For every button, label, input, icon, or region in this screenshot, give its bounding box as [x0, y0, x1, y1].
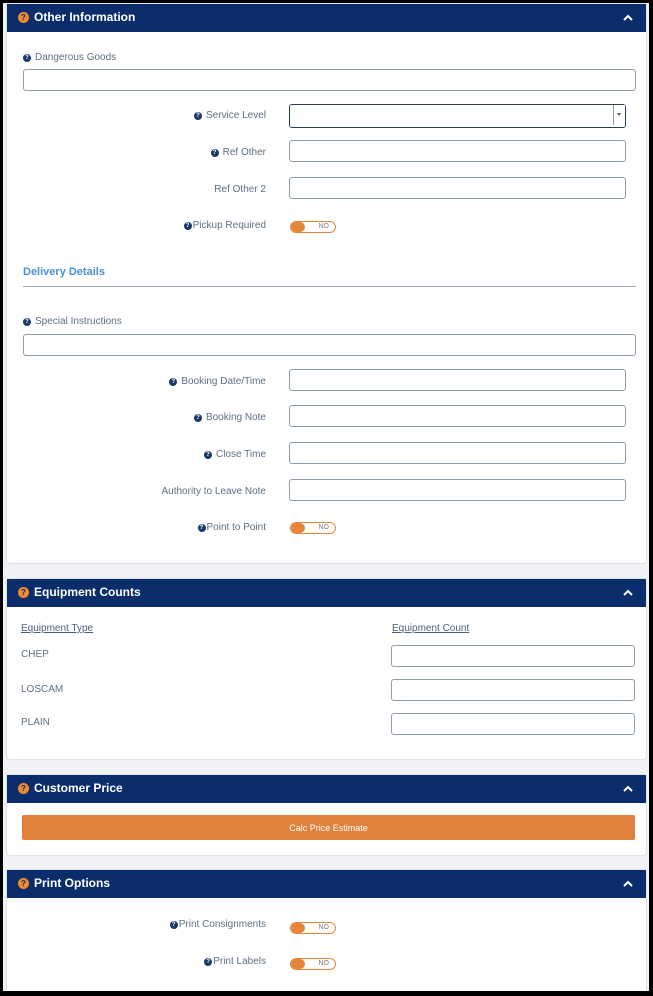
loscam-count-input[interactable]: [391, 679, 635, 701]
section-divider: [23, 286, 636, 287]
special-instructions-input[interactable]: [23, 334, 636, 356]
help-icon[interactable]: ?: [18, 878, 29, 889]
close-time-label: ? Close Time: [204, 449, 266, 460]
plain-count-input[interactable]: [391, 713, 635, 735]
booking-datetime-label: ? Booking Date/Time: [169, 376, 266, 387]
print-labels-label: ? Print Labels: [204, 956, 266, 967]
booking-note-label: ? Booking Note: [194, 412, 266, 423]
chevron-up-icon[interactable]: [622, 879, 634, 889]
help-icon[interactable]: ?: [170, 921, 178, 929]
chevron-up-icon[interactable]: [622, 784, 634, 794]
toggle-knob: [291, 523, 305, 533]
chevron-up-icon[interactable]: [622, 588, 634, 598]
help-icon[interactable]: ?: [194, 414, 202, 422]
equipment-type-loscam: LOSCAM: [21, 684, 64, 695]
close-time-input[interactable]: [289, 442, 626, 464]
toggle-state: NO: [318, 924, 329, 931]
panel-title: Equipment Counts: [34, 585, 141, 599]
chevron-down-icon[interactable]: [613, 105, 625, 125]
calc-price-estimate-button[interactable]: Calc Price Estimate: [22, 815, 635, 840]
point-to-point-label: ? Point to Point: [198, 522, 266, 533]
print-labels-toggle[interactable]: [290, 958, 336, 970]
ref-other-input[interactable]: [289, 140, 626, 162]
toggle-knob: [291, 923, 305, 933]
ref-other-2-input[interactable]: [289, 177, 626, 199]
toggle-state: NO: [318, 223, 329, 230]
toggle-state: NO: [318, 524, 329, 531]
help-icon[interactable]: ?: [211, 149, 219, 157]
panel-header[interactable]: [7, 579, 646, 607]
print-options-panel: [6, 869, 647, 991]
help-icon[interactable]: ?: [204, 958, 212, 966]
equipment-type-chep: CHEP: [21, 649, 49, 660]
panel-header[interactable]: [7, 775, 646, 803]
panel-header[interactable]: [7, 870, 646, 898]
dangerous-goods-input[interactable]: [23, 69, 636, 91]
service-level-label: ? Service Level: [194, 110, 266, 121]
help-icon[interactable]: ?: [18, 783, 29, 794]
print-consignments-label: ? Print Consignments: [170, 919, 266, 930]
authority-to-leave-label: Authority to Leave Note: [161, 486, 266, 497]
chep-count-input[interactable]: [391, 645, 635, 667]
help-icon[interactable]: ?: [18, 587, 29, 598]
help-icon[interactable]: ?: [194, 112, 202, 120]
panel-title: Print Options: [34, 876, 110, 890]
toggle-knob: [291, 959, 305, 969]
chevron-up-icon[interactable]: [622, 13, 634, 23]
booking-datetime-input[interactable]: [289, 369, 626, 391]
help-icon[interactable]: ?: [184, 222, 192, 230]
ref-other-label: ? Ref Other: [211, 147, 266, 158]
panel-header[interactable]: [7, 4, 646, 32]
equipment-counts-panel: [6, 578, 647, 760]
help-icon[interactable]: ?: [18, 12, 29, 23]
equipment-type-plain: PLAIN: [21, 717, 50, 728]
point-to-point-toggle[interactable]: [290, 522, 336, 534]
service-level-select[interactable]: [289, 104, 626, 128]
pickup-required-label: ? Pickup Required: [184, 220, 266, 231]
pickup-required-toggle[interactable]: [290, 221, 336, 233]
authority-to-leave-input[interactable]: [289, 479, 626, 501]
help-icon[interactable]: ?: [23, 54, 31, 62]
delivery-details-heading: Delivery Details: [23, 266, 105, 278]
ref-other-2-label: Ref Other 2: [214, 184, 266, 195]
dangerous-goods-label: ? Dangerous Goods: [23, 52, 116, 63]
equipment-count-header: Equipment Count: [392, 623, 470, 634]
print-consignments-toggle[interactable]: [290, 922, 336, 934]
equipment-type-header: Equipment Type: [21, 623, 94, 634]
help-icon[interactable]: ?: [169, 378, 177, 386]
booking-note-input[interactable]: [289, 405, 626, 427]
help-icon[interactable]: ?: [23, 318, 31, 326]
other-information-panel: [6, 3, 647, 564]
toggle-knob: [291, 222, 305, 232]
special-instructions-label: ? Special Instructions: [23, 316, 122, 327]
toggle-state: NO: [318, 960, 329, 967]
panel-title: Other Information: [34, 10, 136, 24]
form-frame: [3, 3, 649, 991]
customer-price-panel: [6, 774, 647, 856]
help-icon[interactable]: ?: [204, 451, 212, 459]
panel-title: Customer Price: [34, 781, 123, 795]
help-icon[interactable]: ?: [198, 524, 206, 532]
